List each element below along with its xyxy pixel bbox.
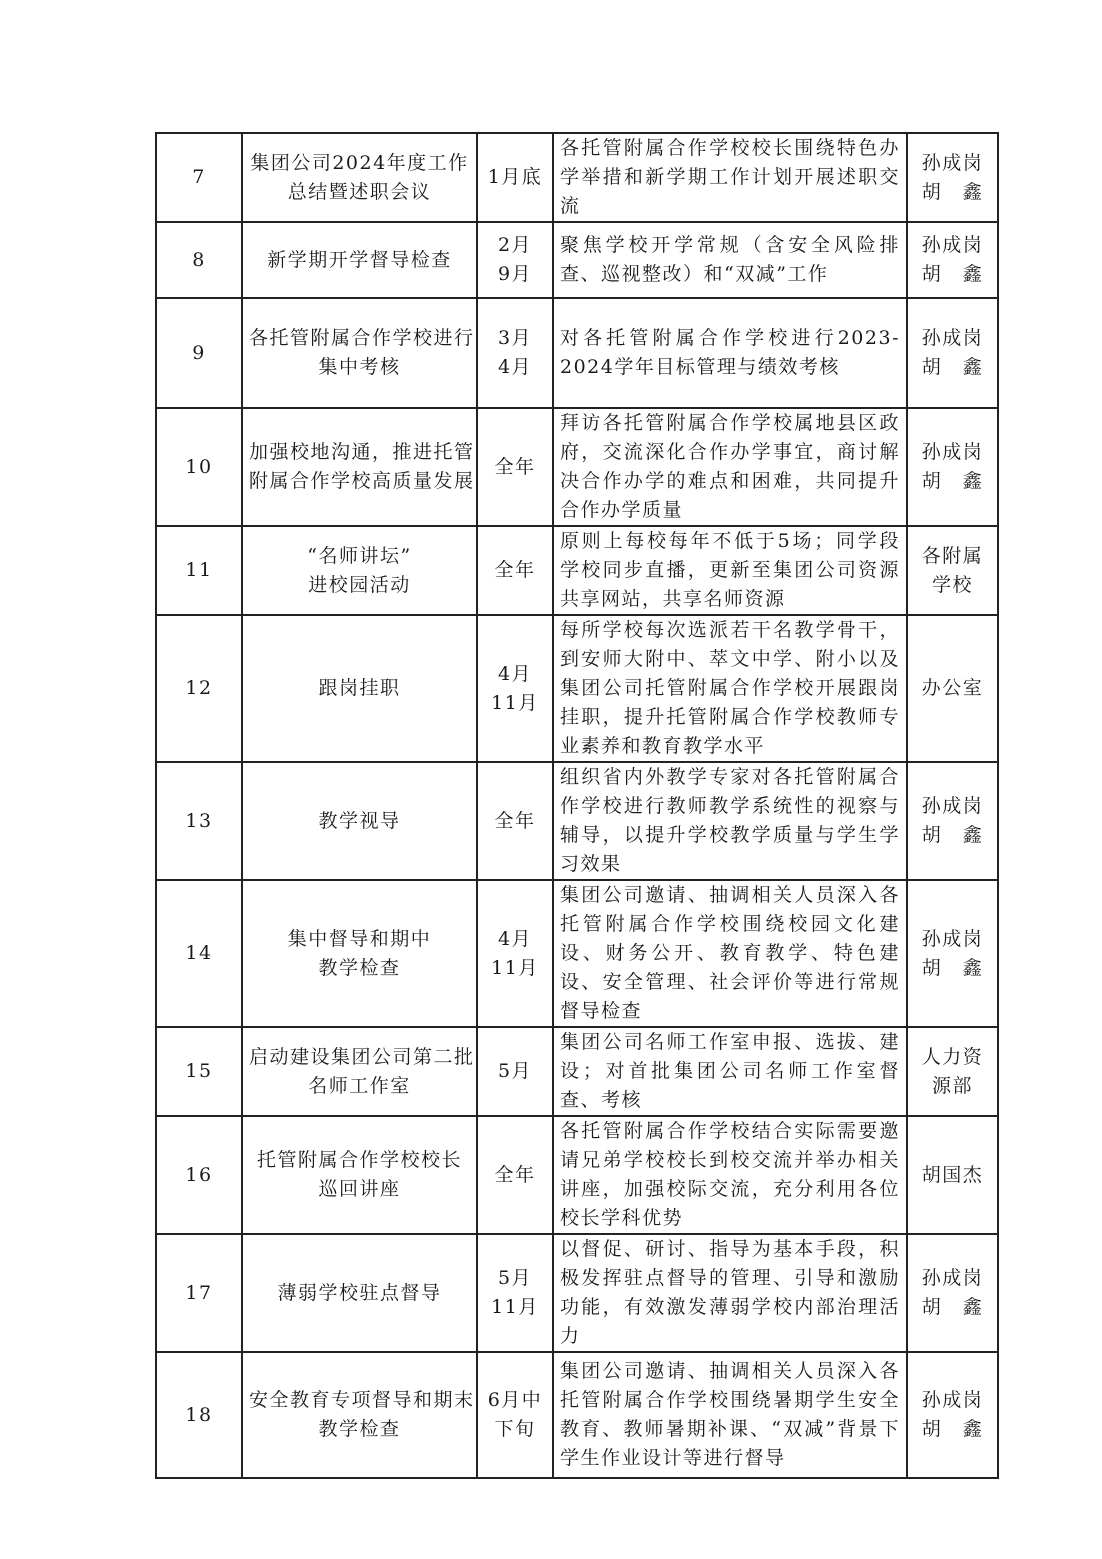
responsible-cell (907, 1027, 998, 1116)
row-number-cell (156, 1116, 242, 1234)
responsible-line: 孙成岗 (921, 1267, 984, 1289)
schedule-line: 3月 (497, 327, 533, 349)
responsible-line: 孙成岗 (921, 795, 984, 817)
schedule-line: 11月 (491, 691, 539, 714)
description-cell (553, 133, 907, 222)
schedule-cell (477, 408, 553, 526)
table-row (156, 762, 998, 880)
schedule-line: 2月 (497, 234, 533, 256)
task-description: 每所学校每次选派若干名教学骨干，到安师大附中、萃文中学、附小以及集团公司托管附属合作学校开展跟岗挂职，提升托管附属合作学校教师专业素养和教育教学水平 (560, 619, 900, 757)
table-row (156, 615, 998, 762)
responsible-cell (907, 762, 998, 880)
responsible-cell (907, 880, 998, 1027)
schedule-line: 9月 (497, 263, 533, 285)
task-name-line: 教学检查 (318, 1418, 401, 1440)
schedule-cell (477, 762, 553, 880)
task-name-cell (242, 1234, 477, 1352)
task-description: 集团公司邀请、抽调相关人员深入各托管附属合作学校围绕校园文化建设、财务公开、教育教学、特色建设、安全管理、社会评价等进行常规督导检查 (560, 884, 900, 1022)
schedule-cell (477, 526, 553, 615)
schedule-line: 4月 (497, 927, 533, 950)
task-name-cell (242, 880, 477, 1027)
schedule-line: 全年 (494, 809, 536, 832)
task-name-line: 启动建设集团公司第二批 (249, 1045, 475, 1068)
responsible-cell (907, 298, 998, 408)
responsible-line: 胡 鑫 (921, 356, 984, 378)
description-cell (553, 298, 907, 408)
description-cell (553, 1234, 907, 1352)
task-name-line: 安全教育专项督导和期末 (249, 1389, 475, 1411)
description-cell (553, 1027, 907, 1116)
row-number: 10 (185, 455, 213, 478)
description-cell (553, 1116, 907, 1234)
task-description: 以督促、研讨、指导为基本手段，积极发挥驻点督导的管理、引导和激励功能，有效激发薄弱学校内部治理活力 (560, 1238, 900, 1347)
schedule-cell (477, 298, 553, 408)
work-plan-table-body (156, 133, 998, 1478)
table-row (156, 1027, 998, 1116)
schedule-line: 4月 (497, 662, 533, 685)
description-cell (553, 526, 907, 615)
responsible-line: 人力资 (921, 1045, 984, 1068)
description-cell (553, 615, 907, 762)
task-name-line: 加强校地沟通，推进托管 (249, 441, 475, 463)
schedule-cell (477, 880, 553, 1027)
task-name-cell (242, 615, 477, 762)
task-name-line: 集中考核 (318, 356, 401, 378)
task-name-line: 集团公司2024年度工作 (250, 151, 469, 174)
responsible-line: 孙成岗 (921, 234, 984, 256)
task-name-cell (242, 222, 477, 298)
responsible-line: 胡国杰 (921, 1163, 984, 1186)
responsible-line: 胡 鑫 (921, 824, 984, 846)
row-number-cell (156, 880, 242, 1027)
row-number: 7 (192, 166, 206, 188)
row-number: 17 (185, 1281, 213, 1304)
responsible-line: 胡 鑫 (921, 1418, 984, 1440)
table-row (156, 1352, 998, 1478)
row-number: 11 (185, 559, 213, 581)
responsible-cell (907, 526, 998, 615)
task-name-line: 新学期开学督导检查 (267, 248, 452, 271)
table-row (156, 526, 998, 615)
task-description: 原则上每校每年不低于5场；同学段学校同步直播，更新至集团公司资源共享网站，共享名师资源 (560, 530, 900, 610)
schedule-line: 5月 (497, 1267, 533, 1289)
responsible-cell (907, 133, 998, 222)
responsible-line: 胡 鑫 (921, 180, 984, 203)
table-row (156, 1234, 998, 1352)
task-name-cell (242, 1116, 477, 1234)
row-number-cell (156, 133, 242, 222)
row-number-cell (156, 408, 242, 526)
task-name-line: 托管附属合作学校校长 (256, 1149, 462, 1171)
task-description: 各托管附属合作学校结合实际需要邀请兄弟学校校长到校交流并举办相关讲座，加强校际交流，充分利用各位校长学科优势 (560, 1120, 900, 1229)
schedule-line: 全年 (494, 1163, 536, 1186)
schedule-line: 下旬 (494, 1418, 536, 1440)
task-name-line: 教学检查 (318, 956, 401, 979)
row-number-cell (156, 1027, 242, 1116)
row-number-cell (156, 1352, 242, 1478)
responsible-line: 胡 鑫 (921, 1296, 984, 1318)
row-number: 16 (185, 1163, 213, 1186)
schedule-cell (477, 222, 553, 298)
task-name-line: 名师工作室 (308, 1074, 411, 1097)
responsible-line: 孙成岗 (921, 1389, 984, 1411)
responsible-cell (907, 222, 998, 298)
row-number: 13 (185, 809, 213, 832)
responsible-line: 孙成岗 (921, 151, 984, 174)
schedule-cell (477, 1027, 553, 1116)
responsible-line: 各附属 (921, 544, 984, 567)
table-row (156, 1116, 998, 1234)
responsible-line: 胡 鑫 (921, 956, 984, 979)
responsible-line: 胡 鑫 (921, 263, 984, 285)
responsible-cell (907, 1352, 998, 1478)
schedule-cell (477, 1234, 553, 1352)
task-name-cell (242, 1027, 477, 1116)
task-description: 各托管附属合作学校校长围绕特色办学举措和新学期工作计划开展述职交流 (560, 137, 900, 217)
row-number-cell (156, 615, 242, 762)
row-number-cell (156, 222, 242, 298)
schedule-line: 11月 (491, 956, 539, 979)
task-description: 对各托管附属合作学校进行2023-2024学年目标管理与绩效考核 (560, 327, 900, 378)
task-name-line: 跟岗挂职 (318, 677, 401, 699)
work-plan-table (155, 132, 999, 1479)
responsible-line: 办公室 (921, 677, 984, 699)
task-name-cell (242, 762, 477, 880)
task-name-cell (242, 133, 477, 222)
schedule-cell (477, 133, 553, 222)
table-row (156, 880, 998, 1027)
row-number: 15 (185, 1060, 213, 1082)
task-name-line: 薄弱学校驻点督导 (277, 1281, 442, 1304)
responsible-line: 孙成岗 (921, 927, 984, 950)
row-number: 14 (185, 942, 213, 964)
responsible-cell (907, 1234, 998, 1352)
row-number-cell (156, 298, 242, 408)
schedule-line: 11月 (491, 1296, 539, 1318)
task-name-line: 集中督导和期中 (287, 927, 432, 950)
row-number: 8 (192, 248, 206, 271)
table-row (156, 408, 998, 526)
description-cell (553, 408, 907, 526)
task-name-line: 各托管附属合作学校进行 (249, 327, 475, 349)
task-name-cell (242, 298, 477, 408)
responsible-cell (907, 408, 998, 526)
schedule-line: 全年 (494, 455, 536, 478)
schedule-line: 5月 (497, 1060, 533, 1082)
row-number-cell (156, 1234, 242, 1352)
schedule-cell (477, 615, 553, 762)
table-row (156, 298, 998, 408)
responsible-cell (907, 1116, 998, 1234)
task-name-line: “名师讲坛” (307, 544, 412, 567)
schedule-line: 全年 (494, 559, 536, 581)
description-cell (553, 762, 907, 880)
task-description: 拜访各托管附属合作学校属地县区政府，交流深化合作办学事宜，商讨解决合作办学的难点和困难，共同提升合作办学质量 (560, 412, 900, 521)
task-name-line: 附属合作学校高质量发展 (249, 470, 475, 492)
task-description: 集团公司名师工作室申报、选拔、建设；对首批集团公司名师工作室督查、考核 (560, 1031, 900, 1111)
description-cell (553, 880, 907, 1027)
task-description: 组织省内外教学专家对各托管附属合作学校进行教师教学系统性的视察与辅导，以提升学校教学质量与学生学习效果 (560, 766, 900, 875)
task-name-line: 进校园活动 (308, 573, 411, 596)
responsible-line: 胡 鑫 (921, 470, 984, 492)
schedule-line: 1月底 (487, 166, 543, 188)
task-name-cell (242, 526, 477, 615)
task-name-cell (242, 1352, 477, 1478)
task-name-cell (242, 408, 477, 526)
schedule-line: 4月 (497, 356, 533, 378)
responsible-line: 源部 (931, 1074, 973, 1097)
row-number-cell (156, 762, 242, 880)
row-number: 18 (185, 1403, 213, 1426)
table-row (156, 222, 998, 298)
row-number: 12 (185, 677, 213, 699)
responsible-line: 学校 (931, 573, 973, 596)
responsible-cell (907, 615, 998, 762)
description-cell (553, 1352, 907, 1478)
task-description: 聚焦学校开学常规（含安全风险排查、巡视整改）和“双减”工作 (560, 234, 900, 285)
task-name-line: 总结暨述职会议 (287, 180, 432, 203)
task-name-line: 巡回讲座 (318, 1178, 401, 1200)
row-number-cell (156, 526, 242, 615)
schedule-cell (477, 1352, 553, 1478)
row-number: 9 (192, 341, 206, 364)
table-row (156, 133, 998, 222)
task-description: 集团公司邀请、抽调相关人员深入各托管附属合作学校围绕暑期学生安全教育、教师暑期补课、“双减”背景下学生作业设计等进行督导 (560, 1360, 900, 1469)
description-cell (553, 222, 907, 298)
responsible-line: 孙成岗 (921, 441, 984, 463)
schedule-line: 6月中 (487, 1389, 543, 1411)
schedule-cell (477, 1116, 553, 1234)
responsible-line: 孙成岗 (921, 327, 984, 349)
task-name-line: 教学视导 (318, 809, 401, 832)
